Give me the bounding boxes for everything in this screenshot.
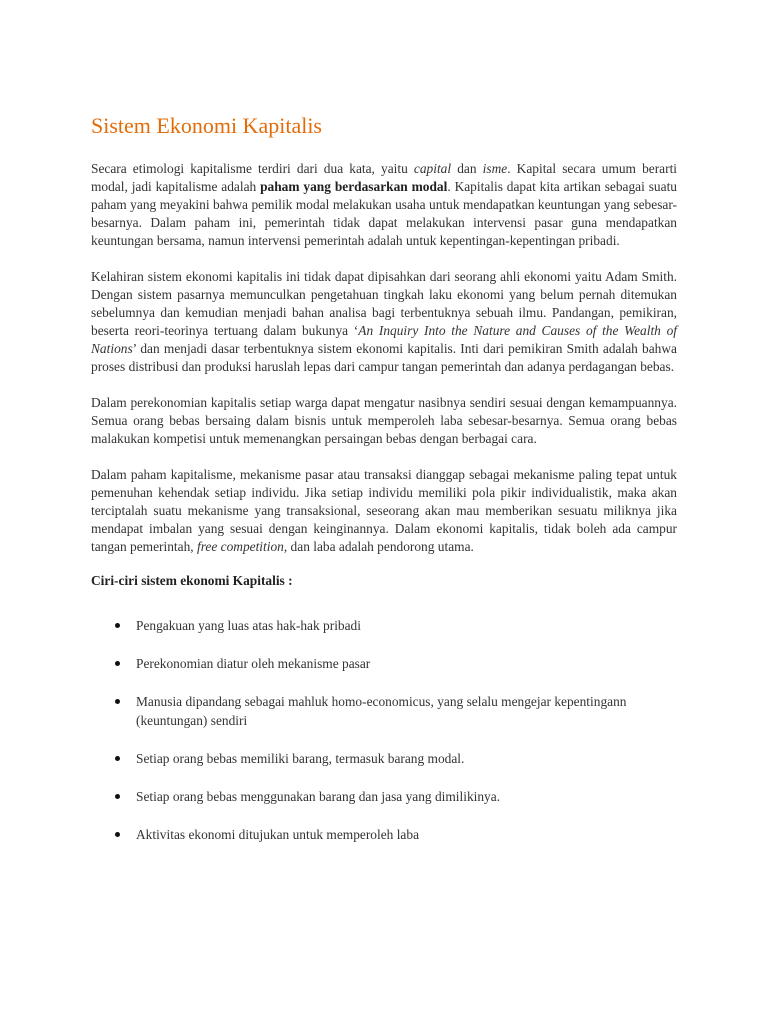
list-item [91,749,677,768]
paragraph-text: . Kapitalis dapat kita artikan sebagai suatu paham yang meyakini bahwa pemilik modal melakukan usaha untuk mendapatkan keuntungan yang sebesar-besarnya. Dalam paham ini, pemerintah tidak dapat melakukan intervensi pasar guna mendapatkan keuntungan bersama, namun intervensi pemerintah adalah untuk kepentingan-kepentingan pribadi. [91,179,677,248]
characteristics-heading: Ciri-ciri sistem ekonomi Kapitalis : [91,573,293,588]
list-item [91,692,677,730]
list-item-text: Manusia dipandang sebagai mahluk homo-economicus, yang selalu mengejar kepentingann (keuntungan) sendiri [136,694,627,728]
list-item-text: Setiap orang bebas memiliki barang, termasuk barang modal. [136,751,465,766]
list-item-text: Aktivitas ekonomi ditujukan untuk memperoleh laba [136,827,420,842]
list-item [91,654,677,673]
list-item-text: Pengakuan yang luas atas hak-hak pribadi [136,618,361,633]
paragraph-market-mechanism [91,466,677,556]
list-item-text: Setiap orang bebas menggunakan barang dan jasa yang dimilikinya. [136,789,501,804]
paragraph-text: Dalam paham kapitalisme, mekanisme pasar atau transaksi dianggap sebagai mekanisme paling tepat untuk pemenuhan kehendak setiap individu. Jika setiap individu memiliki pola pikir individualistik, maka akan terciptalah suatu mekanisme yang transaksional, seseorang akan mau memberikan sesuatu miliknya jika mendapat imbalan yang sesuai dengan keinginannya. Dalam ekonomi kapitalis, tidak boleh ada campur tangan pemerintah, [91,467,677,554]
bullet-icon [115,832,120,837]
paragraph-text: , dan laba adalah pendorong utama. [283,539,474,554]
list-item [91,787,677,806]
italic-free-competition: free competition [196,539,284,554]
list-item [91,616,677,635]
paragraph-adam-smith [91,268,677,376]
list-item-text: Perekonomian diatur oleh mekanisme pasar [136,656,371,671]
italic-book-title: An Inquiry Into the Nature and Causes of the Wealth of Nations [91,323,677,356]
italic-term-isme: isme [482,161,508,176]
paragraph-text: ’ dan menjadi dasar terbentuknya sistem ekonomi kapitalis. Inti dari pemikiran Smith adalah bahwa proses distribusi dan produksi haruslah lepas dari campur tangan pemerintah dan adanya perdagangan bebas. [91,341,677,374]
bullet-icon [115,661,120,666]
list-item [91,825,677,844]
characteristics-list [91,616,677,844]
paragraph-text: Secara etimologi kapitalisme terdiri dari dua kata, yaitu [91,161,414,176]
paragraph-etymology [91,160,677,250]
bullet-icon [115,756,120,761]
paragraph-text: dan [451,161,483,176]
document-content [91,112,677,863]
bullet-icon [115,699,120,704]
page-title: Sistem Ekonomi Kapitalis [91,113,322,138]
italic-term-capital: capital [413,161,452,176]
bold-definition: paham yang berdasarkan modal [260,179,448,194]
bullet-icon [115,623,120,628]
paragraph-text: Kelahiran sistem ekonomi kapitalis ini tidak dapat dipisahkan dari seorang ahli ekonomi yaitu Adam Smith. Dengan sistem pasarnya memunculkan pengetahuan tingkah laku ekonomi yang belum pernah ditemukan sebelumnya dan kemudian menjadi bahan analisa bagi terbentuknya sebuah ilmu. Pandangan, pemikiran, beserta reori-teorinya tertuang dalam bukunya ‘ [91,269,677,338]
bullet-icon [115,794,120,799]
paragraph-competition: Dalam perekonomian kapitalis setiap warga dapat mengatur nasibnya sendiri sesuai dengan kemampuannya. Semua orang bebas bersaing dalam bisnis untuk memperoleh laba sebesar-besarnya. Semua orang bebas malakukan kompetisi untuk memenangkan persaingan bebas dengan berbagai cara. [91,395,677,446]
paragraph-text: . Kapital secara umum berarti modal, jadi kapitalisme adalah [91,161,678,194]
